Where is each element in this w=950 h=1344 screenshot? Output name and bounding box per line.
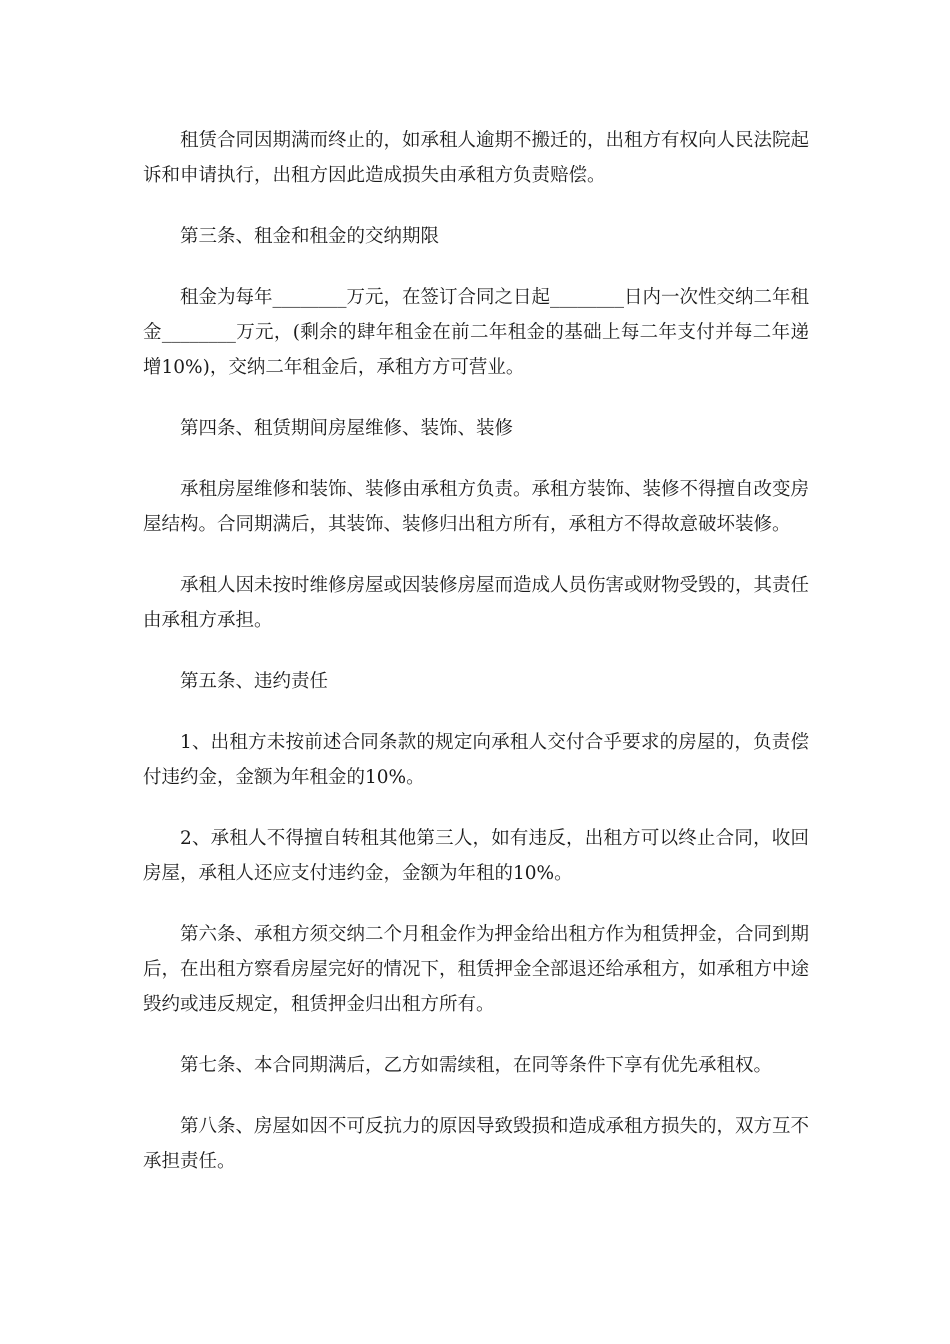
paragraph-article-7-renewal: 第七条、本合同期满后，乙方如需续租，在同等条件下享有优先承租权。 [180, 1055, 773, 1076]
heading-article-4: 第四条、租赁期间房屋维修、装饰、装修 [180, 418, 514, 439]
paragraph-breach-lessee: 2、承租人不得擅自转租其他第三人，如有违反，出租方可以终止合同，收回房屋，承租人还应支付违约金，金额为年租的10%。 [143, 828, 809, 884]
paragraph-article-8-force-majeure: 第八条、房屋如因不可反抗力的原因导致毁损和造成承租方损失的，双方互不承担责任。 [143, 1116, 810, 1172]
paragraph-termination-eviction: 租赁合同因期满而终止的，如承租人逾期不搬迁的，出租方有权向人民法院起诉和申请执行，出租方因此造成损失由承租方负责赔偿。 [143, 130, 810, 186]
paragraph-rent-amount: 租金为每年________万元，在签订合同之日起________日内一次性交纳二年租金________万元，(剩余的肆年租金在前二年租金的基础上每二年支付并每二年递增10%)，交纳二年租金后，承租方方可营业。 [143, 287, 810, 378]
paragraph-liability-injury: 承租人因未按时维修房屋或因装修房屋而造成人员伤害或财物受毁的，其责任由承租方承担。 [143, 575, 810, 631]
paragraph-breach-lessor: 1、出租方未按前述合同条款的规定向承租人交付合乎要求的房屋的，负责偿付违约金，金额为年租金的10%。 [143, 732, 809, 788]
paragraph-repair-decoration: 承租房屋维修和装饰、装修由承租方负责。承租方装饰、装修不得擅自改变房屋结构。合同期满后，其装饰、装修归出租方所有，承租方不得故意破坏装修。 [143, 479, 810, 535]
heading-article-3: 第三条、租金和租金的交纳期限 [180, 226, 440, 247]
heading-article-5: 第五条、违约责任 [180, 671, 329, 692]
document-body [143, 123, 809, 1205]
paragraph-article-6-deposit: 第六条、承租方须交纳二个月租金作为押金给出租方作为租赁押金，合同到期后，在出租方察看房屋完好的情况下，租赁押金全部退还给承租方，如承租方中途毁约或违反规定，租赁押金归出租方所有。 [143, 924, 810, 1015]
